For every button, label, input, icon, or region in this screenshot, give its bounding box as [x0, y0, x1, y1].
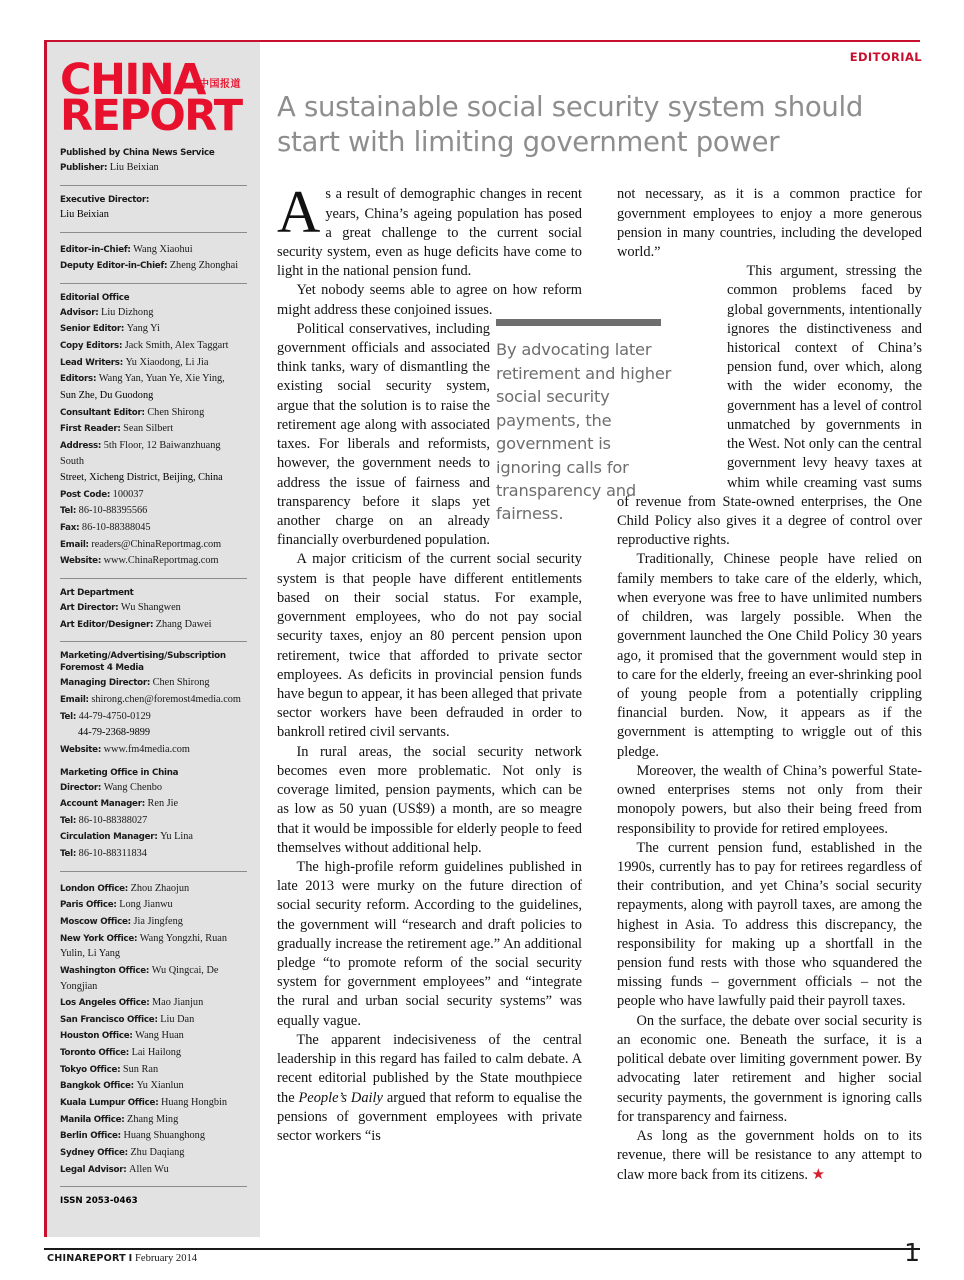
marketing-website-row: [60, 742, 247, 758]
tel-value: 86-10-88395566: [78, 505, 148, 517]
logo-line-china: CHINA: [60, 55, 205, 105]
office-value: Huang Hongbin: [160, 1097, 228, 1109]
office-value: Liu Dan: [160, 1013, 195, 1025]
page-number: 1: [904, 1238, 920, 1267]
office-row: [60, 1012, 247, 1028]
china-office-title: Marketing Office in China: [60, 767, 179, 778]
website-label: Website:: [60, 556, 102, 567]
logo-line-report: REPORT: [60, 91, 242, 142]
paragraph: Traditionally, Chinese people have relied on family members to take care of the elderly, which, when everyone was free to have unlimited numbers of children, was largely possible. When the government launched the One Child Policy 30 years ago, it promised that the government would step in to care for the elderly, freeing an ever-shrinking pool of young people from a potentially crippling financial burden. Now, it appears as if the government is attempting to wriggle out of this pledge.: [617, 551, 922, 760]
pull-quote: [496, 319, 681, 526]
office-value: Zhou Zhaojun: [130, 882, 190, 894]
office-value: Wang Yongzhi, Ruan Yulin, Li Yang: [60, 932, 228, 960]
paragraph: In rural areas, the social security network becomes even more problematic. Not only is coverage limited, pension payments, which can be as low as 50 yuan (US$9) a month, are so meagre that it would be impossible for elderly people to feed themselves without additional help.: [277, 743, 582, 856]
marketing-website-label: Website:: [60, 744, 102, 755]
paragraph: The high-profile reform guidelines published in late 2013 were murky on the future direction of social security reform. According to the guidelines, the government will “research and draft policies to gradually increase the retirement age.” An additional pledge “to promote reform of the social security system for government employees” and “integrate the rural and urban social security systems” was equally vague.: [277, 858, 582, 1029]
postcode-value: 100037: [112, 488, 144, 500]
email-value: readers@ChinaReportmag.com: [91, 538, 222, 550]
paragraph: [277, 179, 582, 281]
email-row: [60, 537, 247, 553]
marketing-title: Marketing/Advertising/Subscription: [60, 651, 226, 662]
fax-value: 86-10-88388045: [81, 522, 151, 534]
paragraph: The current pension fund, established in the 1990s, currently has to pay for retirees regardless of their contribution, and yet China’s social security repayments, along with payroll taxes, are among the highest in Asia. To address this discrepancy, the responsibility for making up a shortfall in the pension fund rests with those who squandered the missing funds – government officials – not the people who have lawfully paid their payroll taxes.: [617, 839, 922, 1010]
first-reader-row: [60, 421, 247, 437]
editor-in-chief-name: Wang Xiaohui: [133, 243, 193, 255]
paragraph-text: Political conservatives, including government officials and associated think tanks, wary of dismantling the existing social security system, argue that the solution is to raise the retirement age along with associated taxes. For liberals and reformists, however, the government needs to address the issue of fairness and transparency before it slaps yet another charge on an already financially overburdened population.: [277, 320, 490, 549]
staff-row: [60, 355, 247, 371]
tel-row: [60, 503, 247, 519]
paragraph: [277, 1031, 582, 1146]
office-row: [60, 995, 247, 1011]
divider: [60, 185, 247, 186]
china-director-label: Director:: [60, 782, 102, 793]
editors-continued: Sun Zhe, Du Guodong: [60, 389, 154, 401]
office-value: Mao Jianjun: [152, 997, 204, 1009]
office-value: Long Jianwu: [119, 899, 173, 911]
office-row: [60, 1028, 247, 1044]
china-director-row: [60, 780, 247, 796]
divider: [60, 1186, 247, 1187]
paragraph: [617, 1127, 922, 1186]
art-director-row: [60, 600, 247, 616]
page-title: A sustainable social security system should start with limiting government power: [277, 91, 864, 158]
footer-rule: [44, 1248, 920, 1250]
divider: [60, 578, 247, 579]
staff-label: Lead Writers:: [60, 357, 123, 368]
office-label: San Francisco Office:: [60, 1014, 158, 1025]
office-label: Toronto Office:: [60, 1048, 130, 1059]
marketing-tel-row: [60, 709, 247, 725]
website-row: [60, 553, 247, 569]
divider: [60, 641, 247, 642]
office-label: Houston Office:: [60, 1031, 133, 1042]
staff-label: Advisor:: [60, 307, 99, 318]
footer: [47, 1253, 197, 1264]
office-value: Huang Shuanghong: [123, 1130, 205, 1142]
paragraph: A major criticism of the current social security system is that people have different entitlements based on their social status. For example, government employees, who do not pay social security taxes, enjoy an 80 percent pension upon retirement, twice that afforded to private sector employees. As deficits in provincial pension funds have begun to appear, it has been alleged that private sector workers have been defrauded in order to bankroll retired civil servants.: [277, 551, 582, 741]
paragraph: Moreover, the wealth of China’s powerful State-owned enterprises stems not only from their monopoly powers, but also their being freed from responsibility to provide for retired employees.: [617, 762, 922, 837]
office-value: Yu Xianlun: [136, 1080, 184, 1092]
office-value: Zhang Ming: [127, 1113, 179, 1125]
office-label: London Office:: [60, 883, 129, 894]
circulation-manager-label: Circulation Manager:: [60, 832, 158, 843]
art-director-name: Wu Shangwen: [120, 602, 181, 614]
pull-quote-bar: [496, 319, 661, 326]
footer-publication: CHINAREPORT: [47, 1253, 126, 1264]
email-label: Email:: [60, 539, 89, 550]
office-value: Sun Ran: [122, 1063, 159, 1075]
end-of-article-star-icon: ★: [811, 1167, 826, 1184]
section-kicker: EDITORIAL: [849, 50, 922, 64]
marketing-tel-value: 44-79-4750-0129: [78, 710, 151, 722]
paragraph-text: This argument, stressing the common problems faced by global governments, intentionally ignores the distinctiveness and historical context of China’s pension fund, over which, along with the wider economy, the government has a level of control unmatched by governments in the West. Not only can the central government levy heavy taxes at whim while creaming vast sums of revenue from State-owned enterprises, the One Child Policy also gives it a degree of control over reproductive rights.: [617, 263, 922, 549]
address-line-1: 5th Floor, 12 Baiwanzhuang South: [60, 439, 221, 467]
published-by: Published by China News Service: [60, 148, 215, 159]
first-reader-name: Sean Silbert: [123, 423, 174, 435]
art-editor-label: Art Editor/Designer:: [60, 619, 154, 630]
paragraph: not necessary, as it is a common practice for government employees to enjoy a more generous pension in many countries, including the developed world.”: [617, 186, 922, 260]
art-director-label: Art Director:: [60, 603, 119, 614]
office-label: Bangkok Office:: [60, 1081, 134, 1092]
office-label: Berlin Office:: [60, 1131, 121, 1142]
managing-director-label: Managing Director:: [60, 678, 151, 689]
managing-director-name: Chen Shirong: [152, 677, 210, 689]
staff-row: [60, 305, 247, 321]
postcode-label: Post Code:: [60, 489, 111, 500]
postcode-row: [60, 487, 247, 503]
office-value: Lai Hailong: [131, 1047, 182, 1059]
address-row: [60, 438, 247, 469]
deputy-editor-name: Zheng Zhonghai: [169, 260, 239, 272]
office-value: Jia Jingfeng: [133, 916, 183, 927]
editorial-office-title: Editorial Office: [60, 292, 130, 303]
first-reader-label: First Reader:: [60, 424, 121, 435]
publisher-row: [60, 160, 247, 176]
legal-advisor-name: Allen Wu: [129, 1163, 169, 1175]
logo-chinese-characters: 中国报道: [199, 79, 241, 90]
office-row: [60, 1062, 247, 1078]
office-label: Los Angeles Office:: [60, 998, 150, 1009]
circulation-tel-row: [60, 846, 247, 862]
paragraph-text-a: The apparent indecisiveness of the central leadership in this regard has failed to calm debate. A recent editorial published by the State mouthpiece the: [277, 1031, 582, 1106]
deputy-editor-label: Deputy Editor-in-Chief:: [60, 261, 168, 272]
issn-number: ISSN 2053-0463: [60, 1196, 138, 1207]
magazine-logo: [60, 55, 247, 142]
account-manager-row: [60, 796, 247, 812]
marketing-website-value: www.fm4media.com: [103, 743, 190, 755]
account-manager-label: Account Manager:: [60, 799, 145, 810]
paragraph: Yet nobody seems able to agree on how reform might address these conjoined issues.: [277, 282, 582, 318]
office-row: [60, 914, 247, 930]
office-label: Kuala Lumpur Office:: [60, 1098, 159, 1109]
website-value: www.ChinaReportmag.com: [103, 555, 219, 567]
staff-row: [60, 371, 247, 387]
china-tel-value: 86-10-88388027: [78, 814, 148, 826]
fax-label: Fax:: [60, 523, 80, 534]
office-row: [60, 931, 247, 962]
marketing-tel-label: Tel:: [60, 711, 77, 722]
circulation-manager-name: Yu Lina: [160, 831, 193, 843]
staff-value: Yang Yi: [126, 323, 160, 335]
spacer: [60, 759, 247, 768]
editor-in-chief-row: [60, 242, 247, 258]
publisher-name: Liu Beixian: [109, 162, 159, 174]
staff-value: Wang Yan, Yuan Ye, Xie Ying,: [98, 373, 225, 385]
divider: [60, 871, 247, 872]
china-director-name: Wang Chenbo: [103, 781, 163, 793]
art-department-title: Art Department: [60, 588, 134, 599]
divider: [60, 232, 247, 233]
marketing-email-row: [60, 692, 247, 708]
office-label: Sydney Office:: [60, 1147, 128, 1158]
office-label: New York Office:: [60, 933, 138, 944]
office-row: [60, 1078, 247, 1094]
office-value: Wu Qingcai, De Yongjian: [60, 964, 219, 992]
paragraph-text: s a result of demographic changes in recent years, China’s ageing population has posed a great challenge to the current social security system, even as huge deficits have come to light in the national pension fund.: [277, 186, 582, 280]
office-value: Wang Huan: [135, 1030, 184, 1042]
staff-row: [60, 338, 247, 354]
legal-advisor-row: [60, 1162, 247, 1178]
circulation-tel-label: Tel:: [60, 849, 77, 860]
legal-advisor-label: Legal Advisor:: [60, 1164, 127, 1175]
deputy-editor-row: [60, 258, 247, 274]
office-row: [60, 963, 247, 994]
office-label: Manila Office:: [60, 1114, 125, 1125]
china-tel-row: [60, 813, 247, 829]
publisher-label: Publisher:: [60, 163, 108, 174]
consultant-editor-name: Chen Shirong: [147, 406, 205, 418]
paragraph-text-b: argued that reform to equalise the pensions of government employees with private sector workers “is: [277, 1089, 582, 1144]
marketing-email-value: shirong.chen@foremost4media.com: [91, 693, 241, 705]
consultant-editor-row: [60, 405, 247, 421]
paragraph: On the surface, the debate over social security is an economic one. Beneath the surface, it is a political debate over limiting government power. By advocating later retirement and higher social security payments, the government is ignoring calls for transparency and fairness.: [617, 1012, 922, 1125]
marketing-tel-secondary: 44-79-2368-9899: [78, 727, 151, 739]
staff-value: Yu Xiaodong, Li Jia: [125, 356, 209, 368]
staff-label: Editors:: [60, 374, 97, 385]
divider: [60, 283, 247, 284]
office-row: [60, 897, 247, 913]
office-value: Zhu Daqiang: [130, 1146, 185, 1158]
office-row: [60, 1128, 247, 1144]
masthead-details: [60, 148, 247, 1206]
art-editor-name: Zhang Dawei: [155, 618, 212, 630]
marketing-company: Foremost 4 Media: [60, 663, 144, 674]
executive-director-name: Liu Beixian: [60, 208, 109, 220]
footer-issue-date: February 2014: [135, 1253, 198, 1264]
staff-row: [60, 321, 247, 337]
office-label: Washington Office:: [60, 965, 150, 976]
pull-quote-text: By advocating later retirement and higher social security payments, the government is ignoring calls for transparency and fairness.: [496, 340, 672, 524]
office-row: [60, 1045, 247, 1061]
staff-label: Copy Editors:: [60, 341, 123, 352]
publication-name-italic: People’s Daily: [298, 1089, 383, 1106]
office-row: [60, 1145, 247, 1161]
address-line-2: Street, Xicheng District, Beijing, China: [60, 472, 223, 484]
account-manager-name: Ren Jie: [147, 798, 179, 810]
office-label: Tokyo Office:: [60, 1064, 121, 1075]
fax-row: [60, 520, 247, 536]
managing-director-row: [60, 675, 247, 691]
staff-value: Liu Dizhong: [101, 306, 154, 318]
tel-label: Tel:: [60, 506, 77, 517]
circulation-manager-row: [60, 829, 247, 845]
masthead-sidebar: [47, 42, 260, 1237]
office-row: [60, 1112, 247, 1128]
consultant-editor-label: Consultant Editor:: [60, 407, 145, 418]
china-tel-label: Tel:: [60, 815, 77, 826]
art-editor-row: [60, 617, 247, 633]
office-row: [60, 1095, 247, 1111]
address-label: Address:: [60, 440, 102, 451]
staff-value: Jack Smith, Alex Taggart: [124, 340, 229, 352]
executive-director-label: Executive Director:: [60, 194, 150, 205]
marketing-email-label: Email:: [60, 694, 89, 705]
circulation-tel-value: 86-10-88311834: [78, 848, 147, 860]
footer-separator: I: [128, 1253, 133, 1264]
office-row: [60, 881, 247, 897]
paragraph-text: As long as the government holds on to its revenue, there will be resistance to any attempt to claw more back from its citizens.: [617, 1128, 922, 1184]
drop-cap: A: [277, 179, 321, 246]
article-area: [277, 42, 922, 1184]
office-label: Moscow Office:: [60, 917, 131, 927]
office-label: Paris Office:: [60, 900, 117, 911]
editor-in-chief-label: Editor-in-Chief:: [60, 244, 131, 255]
staff-label: Senior Editor:: [60, 324, 125, 335]
